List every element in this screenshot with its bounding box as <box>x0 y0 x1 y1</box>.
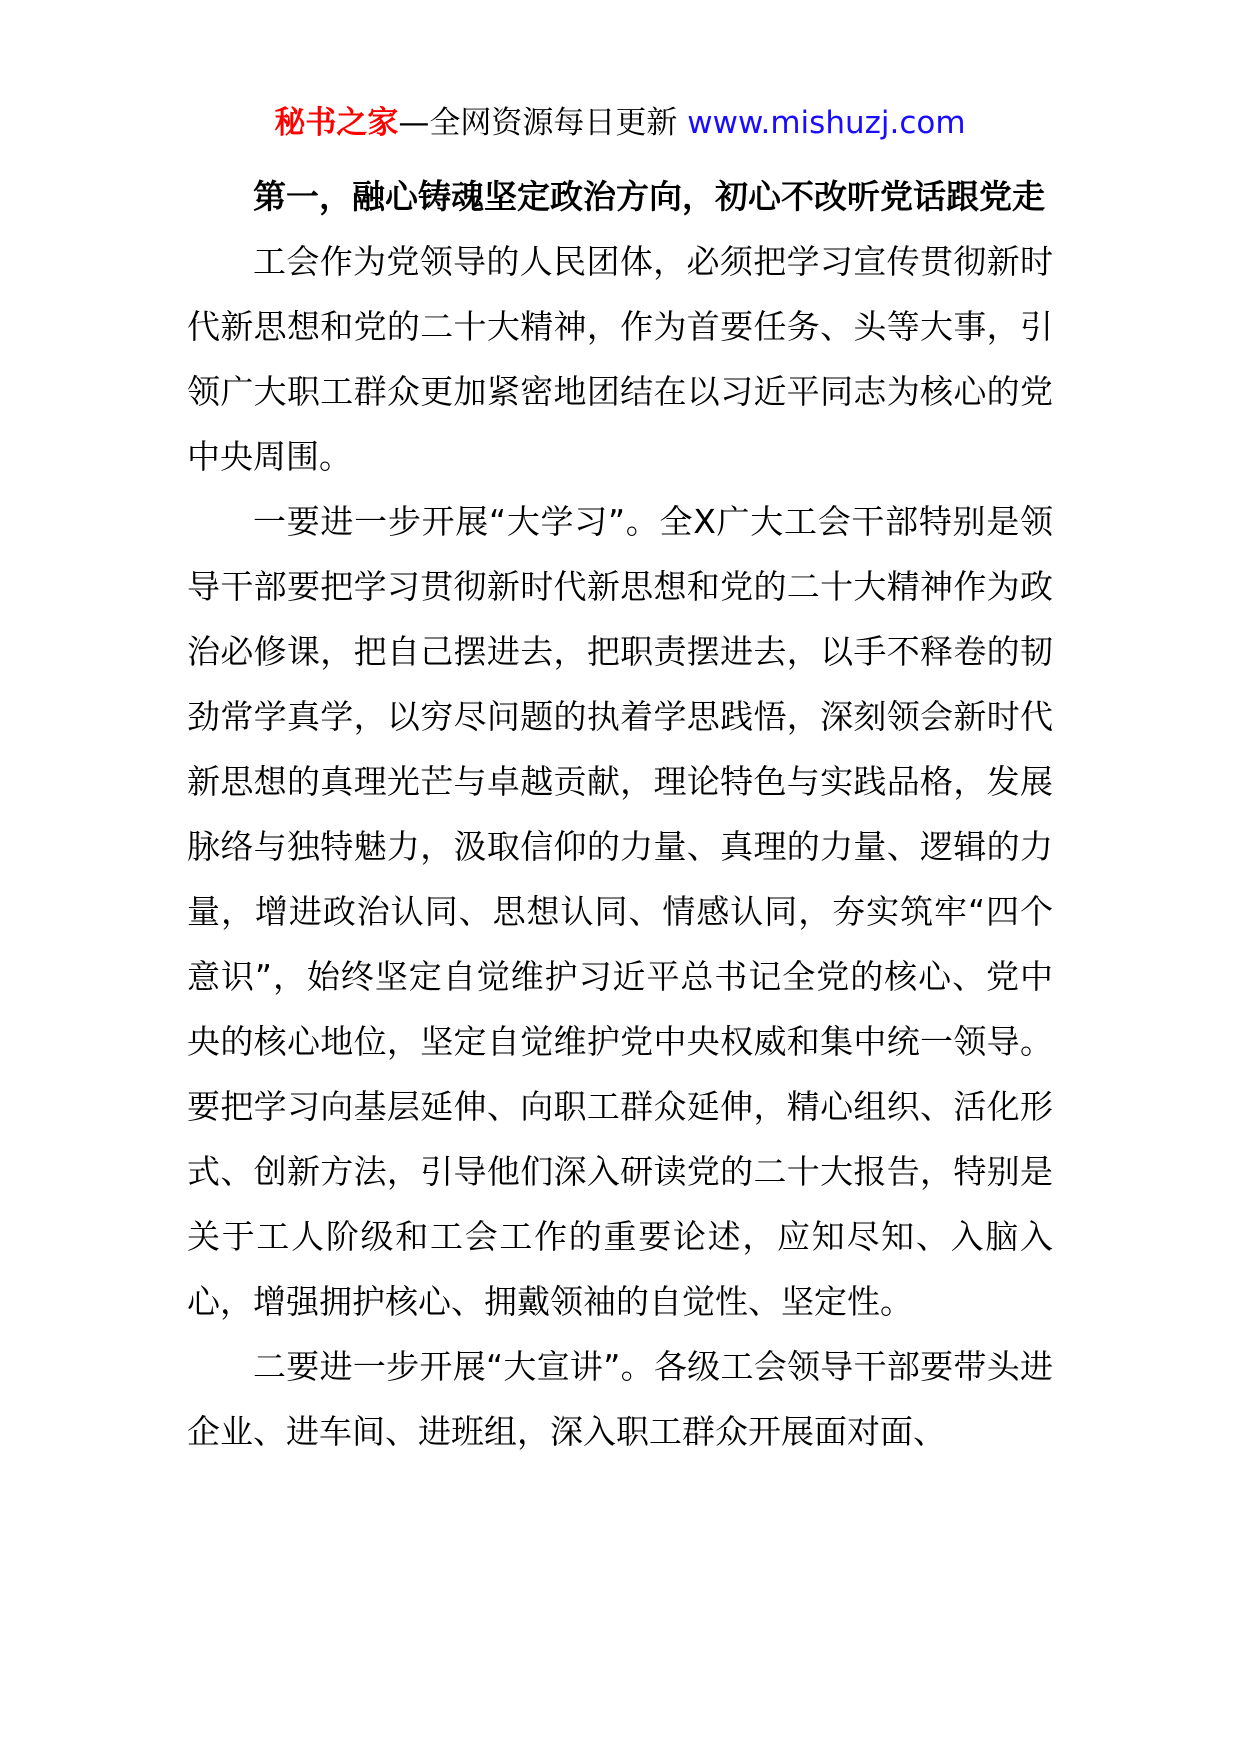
site-brand: 秘书之家 <box>274 105 399 141</box>
body-paragraph: 工会作为党领导的人民团体，必须把学习宣传贯彻新时代新思想和党的二十大精神，作为首要任务、头等大事，引领广大职工群众更加紧密地团结在以习近平同志为核心的党中央周围。 <box>187 242 1053 476</box>
document-body <box>187 164 1053 1464</box>
body-paragraph: 二要进一步开展“大宣讲”。各级工会领导干部要带头进企业、进车间、进班组，深入职工群众开展面对面、 <box>187 1347 1053 1451</box>
site-url-link[interactable]: www.mishuzj.com <box>687 105 966 141</box>
body-paragraph: 一要进一步开展“大学习”。全X广大工会干部特别是领导干部要把学习贯彻新时代新思想和党的二十大精神作为政治必修课，把自己摆进去，把职责摆进去，以手不释卷的韧劲常学真学，以穷尽问题的执着学思践悟，深刻领会新时代新思想的真理光芒与卓越贡献，理论特色与实践品格，发展脉络与独特魅力，汲取信仰的力量、真理的力量、逻辑的力量，增进政治认同、思想认同、情感认同，夯实筑牢“四个意识”，始终坚定自觉维护习近平总书记全党的核心、党中央的核心地位，坚定自觉维护党中央权威和集中统一领导。要把学习向基层延伸、向职工群众延伸，精心组织、活化形式、创新方法，引导他们深入研读党的二十大报告，特别是关于工人阶级和工会工作的重要论述，应知尽知、入脑入心，增强拥护核心、拥戴领袖的自觉性、坚定性。 <box>187 502 1053 1321</box>
site-tagline: —全网资源每日更新 <box>398 105 678 141</box>
section-heading: 第一，融心铸魂坚定政治方向，初心不改听党话跟党走 <box>253 177 1045 216</box>
site-header <box>0 98 1240 148</box>
